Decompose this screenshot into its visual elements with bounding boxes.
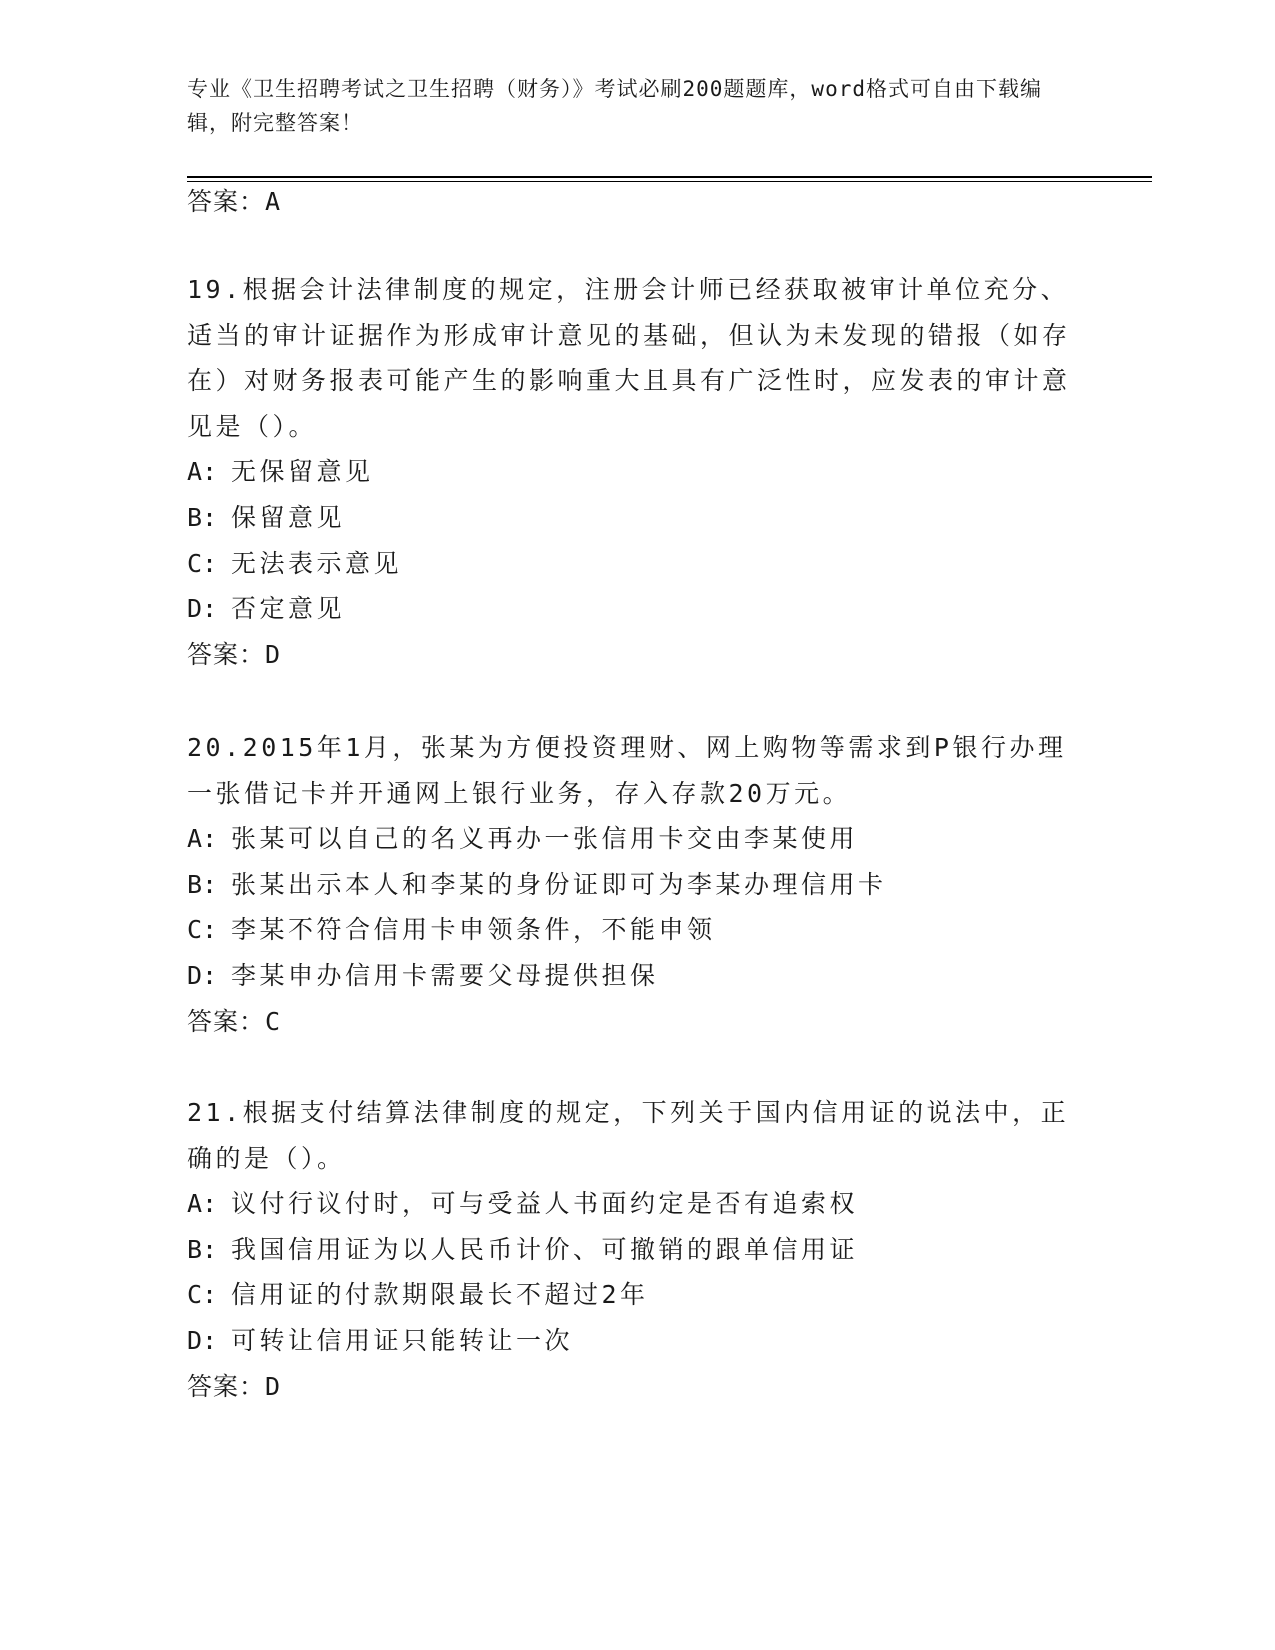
option-label: A: — [187, 824, 218, 854]
option-a — [187, 449, 1087, 495]
question-21 — [187, 1090, 1087, 1409]
header-divider-thin — [187, 181, 1152, 182]
option-text: 李某不符合信用卡申领条件，不能申领 — [231, 915, 716, 945]
option-text: 可转让信用证只能转让一次 — [231, 1325, 574, 1355]
option-label: D: — [187, 1325, 218, 1355]
option-label: D: — [187, 594, 218, 624]
option-text: 无保留意见 — [231, 457, 374, 487]
option-c — [187, 541, 1087, 587]
document-header: 专业《卫生招聘考试之卫生招聘（财务）》考试必刷200题题库，word格式可自由下载编辑，附完整答案！ — [187, 77, 1042, 135]
option-text: 议付行议付时，可与受益人书面约定是否有追索权 — [231, 1189, 859, 1219]
option-text: 无法表示意见 — [231, 548, 403, 578]
question-text: 21.根据支付结算法律制度的规定，下列关于国内信用证的说法中，正确的是（）。 — [187, 1098, 1070, 1173]
option-d — [187, 1318, 1087, 1364]
option-text: 张某可以自己的名义再办一张信用卡交由李某使用 — [231, 824, 859, 854]
option-b — [187, 1227, 1087, 1273]
option-label: D: — [187, 960, 218, 990]
option-c — [187, 1272, 1087, 1318]
option-text: 张某出示本人和李某的身份证即可为李某办理信用卡 — [231, 869, 887, 899]
option-text: 我国信用证为以人民币计价、可撤销的跟单信用证 — [231, 1234, 859, 1264]
option-text: 否定意见 — [231, 594, 346, 624]
option-text: 保留意见 — [231, 502, 346, 532]
option-label: B: — [187, 1234, 218, 1264]
option-label: A: — [187, 457, 218, 487]
option-label: C: — [187, 915, 218, 945]
option-b — [187, 862, 1087, 908]
option-b — [187, 495, 1087, 541]
question-20 — [187, 725, 1087, 1044]
option-label: B: — [187, 502, 218, 532]
option-d — [187, 953, 1087, 999]
option-text: 信用证的付款期限最长不超过2年 — [231, 1280, 649, 1310]
previous-answer: 答案：A — [187, 187, 282, 216]
option-c — [187, 907, 1087, 953]
option-label: B: — [187, 869, 218, 899]
option-a — [187, 1181, 1087, 1227]
question-19 — [187, 267, 1087, 677]
option-a — [187, 816, 1087, 862]
option-d — [187, 586, 1087, 632]
question-text: 19.根据会计法律制度的规定，注册会计师已经获取被审计单位充分、适当的审计证据作为形成审计意见的基础，但认为未发现的错报（如存在）对财务报表可能产生的影响重大且具有广泛性时，应发表的审计意见是（）。 — [187, 275, 1071, 441]
option-label: C: — [187, 1280, 218, 1310]
answer: 答案：C — [187, 1006, 282, 1036]
option-text: 李某申办信用卡需要父母提供担保 — [231, 960, 659, 990]
option-label: C: — [187, 548, 218, 578]
answer: 答案：D — [187, 1371, 282, 1401]
option-label: A: — [187, 1189, 218, 1219]
question-text: 20.2015年1月，张某为方便投资理财、网上购物等需求到P银行办理一张借记卡并开通网上银行业务，存入存款20万元。 — [187, 733, 1067, 808]
answer: 答案：D — [187, 639, 282, 669]
header-divider-thick — [187, 176, 1152, 178]
